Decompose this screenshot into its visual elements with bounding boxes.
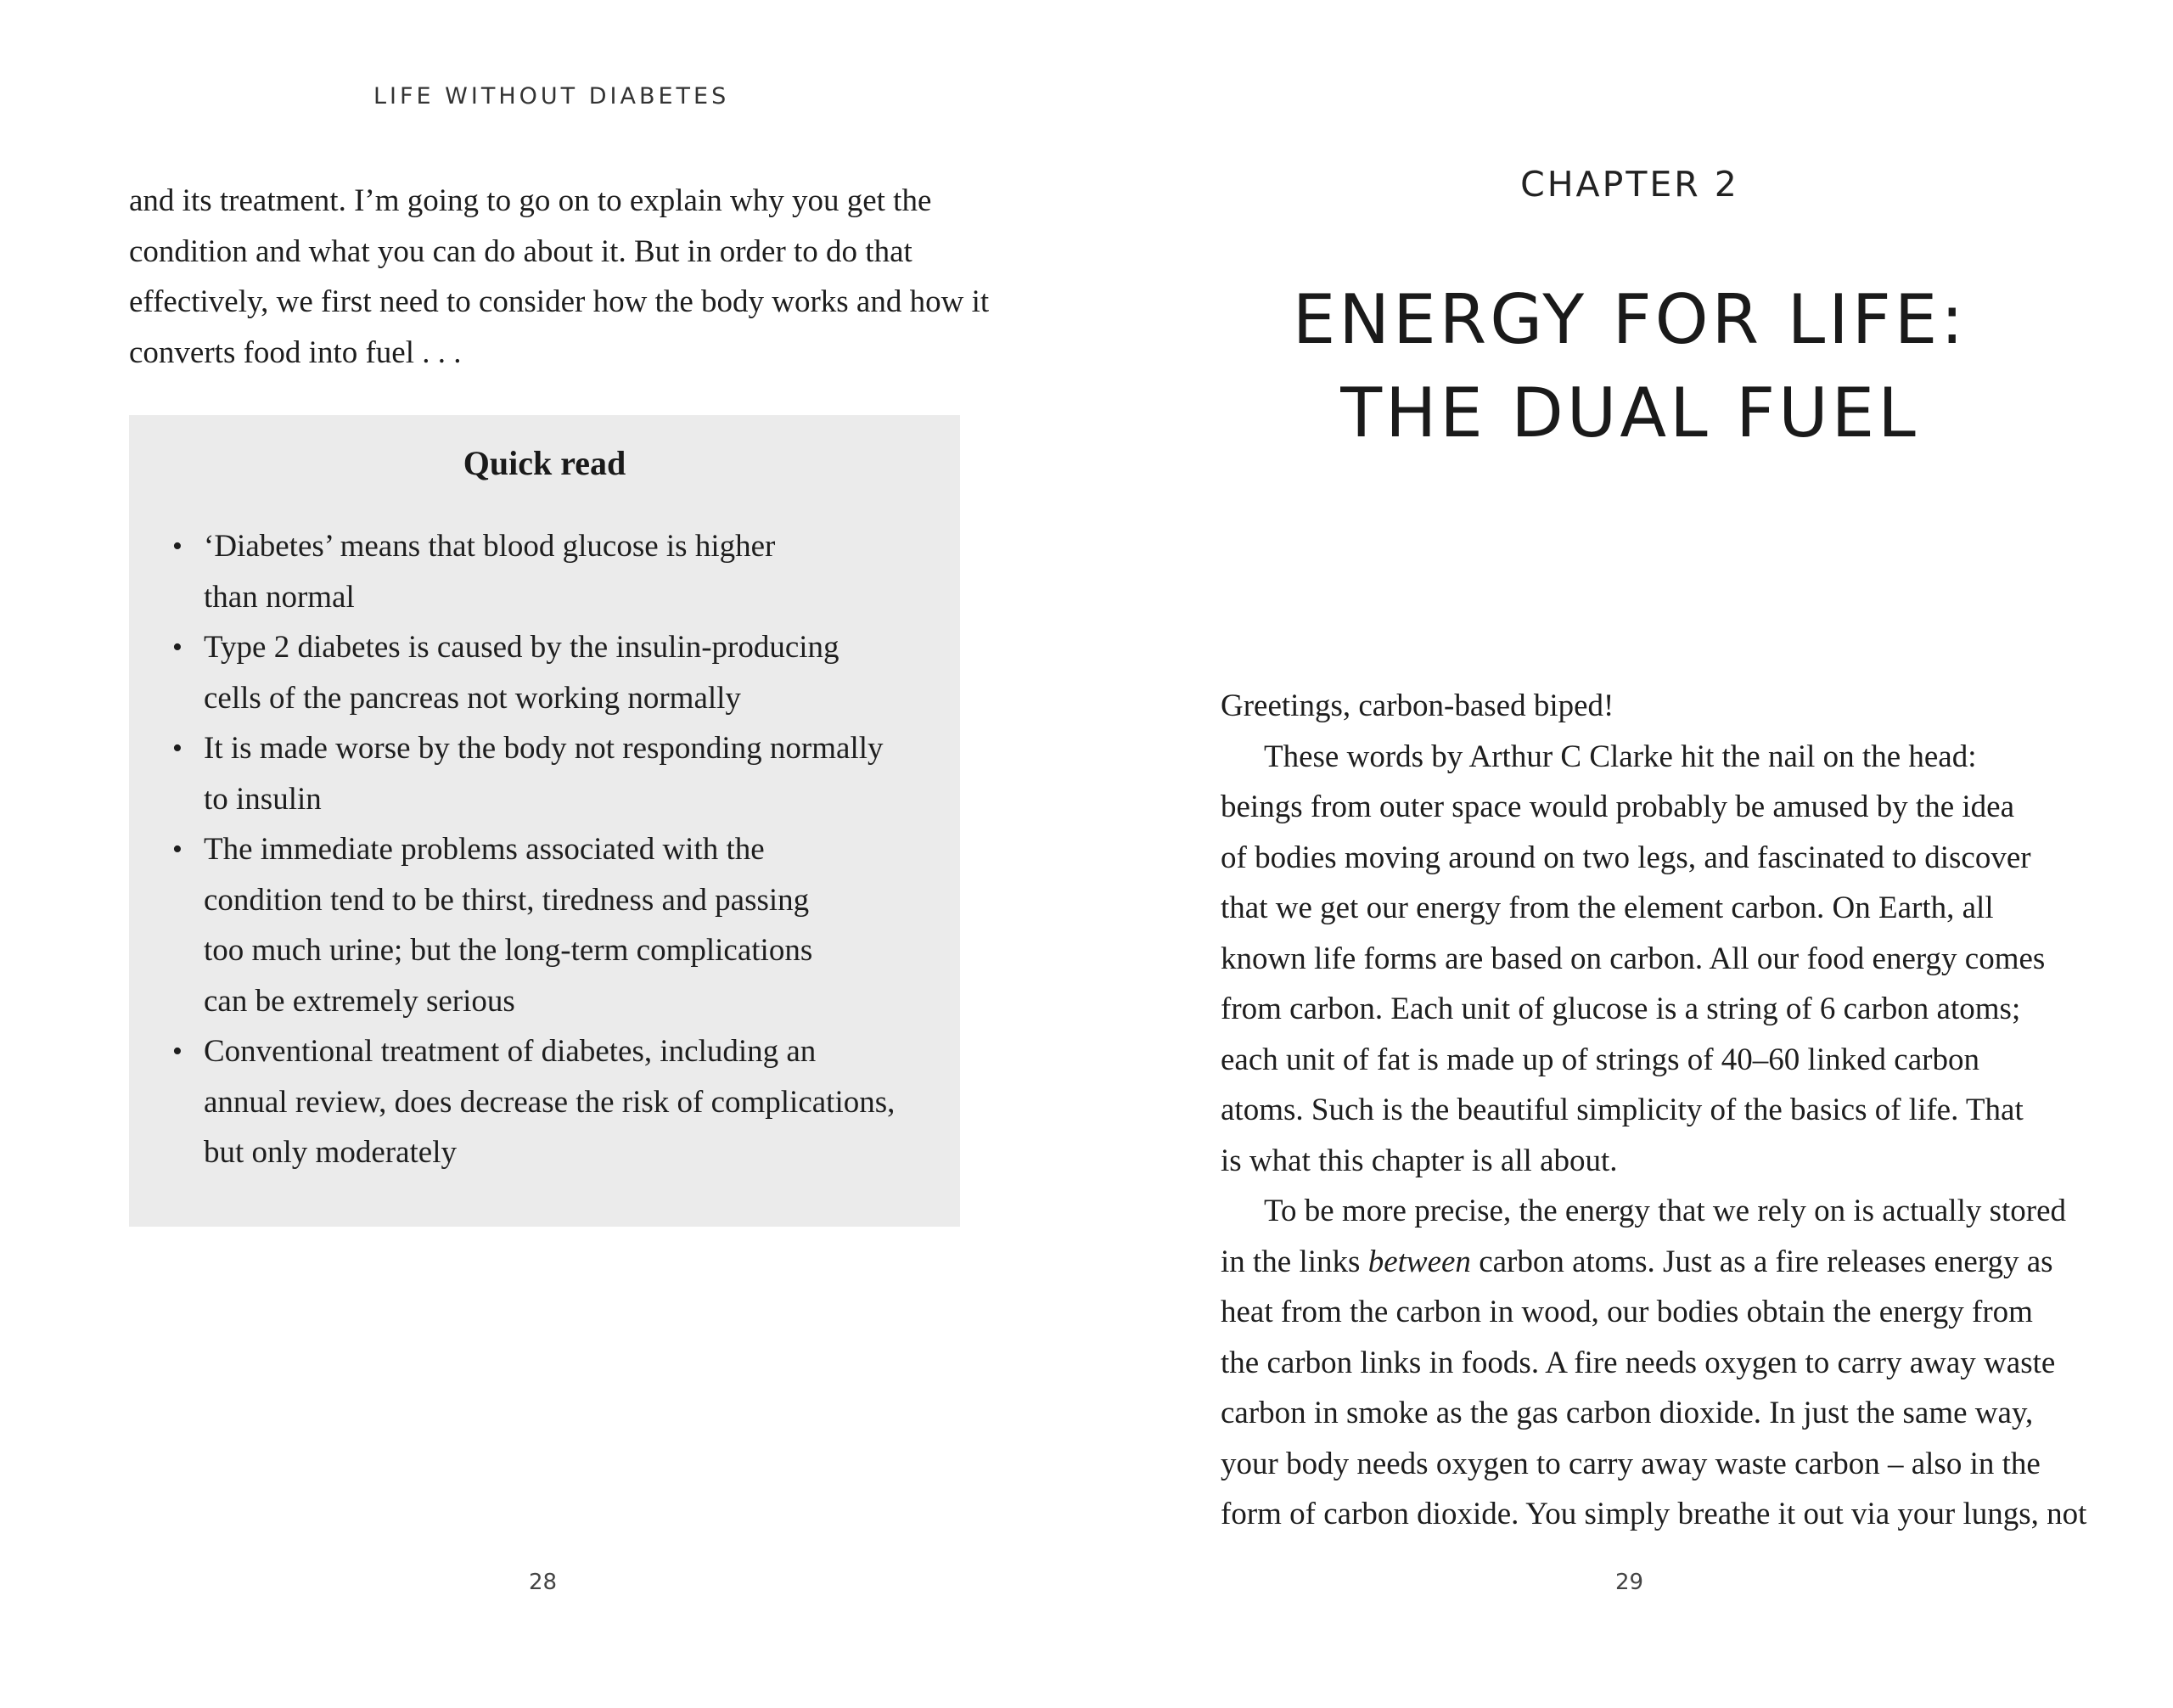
right-page [1086,0,2173,1708]
text-line: It is made worse by the body not responding normally [204,731,884,766]
chapter-title-line: ENERGY FOR LIFE: [1292,279,1968,359]
text-line: too much urine; but the long-term complications [204,933,813,968]
text-line: effectively, we first need to consider how the body works and how it [129,284,990,319]
bullet-icon: • [172,834,182,865]
quick-read-list [172,521,934,1178]
text-line: To be more precise, the energy that we rely on is actually stored [1264,1194,2067,1228]
text-line: beings from outer space would probably be amused by the idea [1221,789,2015,824]
text-line: each unit of fat is made up of strings of 40–60 linked carbon [1221,1042,1979,1077]
text-line: and its treatment. I’m going to go on to explain why you get the [129,183,932,218]
text-line: Type 2 diabetes is caused by the insulin-producing [204,630,839,665]
text-line: the carbon links in foods. A fire needs oxygen to carry away waste [1221,1345,2056,1380]
intro-paragraph [129,176,990,378]
emphasis-text: between [1367,1244,1471,1279]
list-item [172,1026,934,1178]
text-line: from carbon. Each unit of glucose is a string of 6 carbon atoms; [1221,992,2021,1026]
text-line: is what this chapter is all about. [1221,1143,1618,1178]
text-line [1221,1237,2069,1288]
text-line: These words by Arthur C Clarke hit the nail on the head: [1264,739,1977,774]
quick-read-title: Quick read [463,444,626,482]
text-line: converts food into fuel . . . [129,334,462,370]
text-line: condition tend to be thirst, tiredness and passing [204,882,810,918]
text-line: cells of the pancreas not working normally [204,680,741,716]
text-line: but only moderately [204,1135,457,1170]
text-line: that we get our energy from the element carbon. On Earth, all [1221,891,1994,925]
text-line: The immediate problems associated with the [204,832,765,867]
text-line: atoms. Such is the beautiful simplicity of the basics of life. That [1221,1093,2024,1127]
text-line: known life forms are based on carbon. All our food energy comes [1221,941,2046,976]
text-line: to insulin [204,781,322,817]
text-line: your body needs oxygen to carry away waste carbon – also in the [1221,1446,2041,1481]
text-line: ‘Diabetes’ means that blood glucose is higher [204,529,776,564]
bullet-icon: • [172,1036,182,1067]
text-line: of bodies moving around on two legs, and fascinated to discover [1221,840,2031,875]
text-line: Conventional treatment of diabetes, including an [204,1034,817,1069]
list-item [172,723,934,824]
chapter-title [1086,273,2173,460]
text-segment: carbon atoms. Just as a fire releases energy as [1470,1244,2053,1279]
chapter-label: CHAPTER 2 [1520,164,1739,205]
list-item [172,622,934,723]
text-segment: in the links [1221,1244,1368,1279]
left-page [0,0,1086,1708]
text-line: can be extremely serious [204,983,515,1019]
chapter-body [1221,681,2087,1540]
text-line: heat from the carbon in wood, our bodies obtain the energy from [1221,1295,2033,1329]
text-line: form of carbon dioxide. You simply breathe it out via your lungs, not [1221,1497,2087,1531]
text-line: annual review, does decrease the risk of complications, [204,1084,896,1120]
text-line: condition and what you can do about it. But in order to do that [129,233,912,269]
chapter-title-line: THE DUAL FUEL [1340,373,1919,452]
page-number: 28 [529,1570,558,1595]
text-line: carbon in smoke as the gas carbon dioxide. In just the same way, [1221,1396,2034,1430]
page-number: 29 [1615,1570,1644,1595]
running-head: LIFE WITHOUT DIABETES [373,83,730,110]
bullet-icon: • [172,733,182,764]
bullet-icon: • [172,531,182,562]
list-item [172,521,934,622]
text-line: than normal [204,579,355,615]
quick-read-box [129,415,960,1227]
text-line: Greetings, carbon-based biped! [1221,688,1614,723]
list-item [172,824,934,1026]
bullet-icon: • [172,632,182,663]
